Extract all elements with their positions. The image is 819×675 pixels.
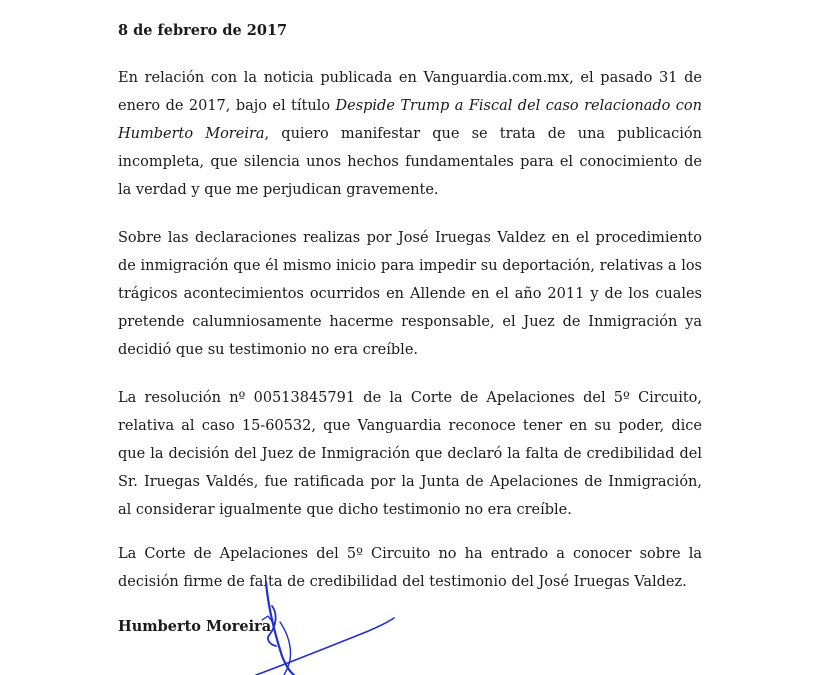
signature-stroke-loop [268, 606, 276, 646]
handwritten-signature [196, 576, 396, 675]
article-title: Despide Trump a Fiscal del caso relacionado con Humberto Moreira [118, 98, 702, 142]
signature-stroke-flourish [280, 622, 291, 675]
letter-date: 8 de febrero de 2017 [118, 22, 288, 39]
paragraph-4: La Corte de Apelaciones del 5º Circuito no ha entrado a conocer sobre la decisión firme de falta de credibilidad del testimonio del José Iruegas Valdez. [118, 546, 702, 590]
paragraph-3: La resolución nº 00513845791 de la Corte de Apelaciones del 5º Circuito, relativa al caso 15-60532, que Vanguardia reconoce tener en su poder, dice que la decisión del Juez de Inmigración que declaró la falta de credibilidad del Sr. Iruegas Valdés, fue ratificada por la Junta de Apelaciones de Inmigración, al considerar igualmente que dicho testimonio no era creíble. [118, 390, 702, 518]
paragraph-1 [118, 64, 702, 204]
paragraph-2: Sobre las declaraciones realizas por José Iruegas Valdez en el procedimiento de inmigración que él mismo inicio para impedir su deportación, relativas a los trágicos acontecimientos ocurridos en Allende en el año 2011 y de los cuales pretende calumniosamente hacerme responsable, el Juez de Inmigración ya decidió que su testimonio no era creíble. [118, 230, 702, 358]
paragraph-1-body: , quiero manifestar que se trata de una publicación incompleta, que silencia unos hechos fundamentales para el conocimiento de la verdad y que me perjudican gravemente. [118, 126, 702, 198]
paragraph-1-intro: En relación con la noticia publicada en Vanguardia.com.mx, el pasado 31 de enero de 2017, bajo el título [118, 70, 702, 114]
signature-name: Humberto Moreira [118, 618, 272, 635]
